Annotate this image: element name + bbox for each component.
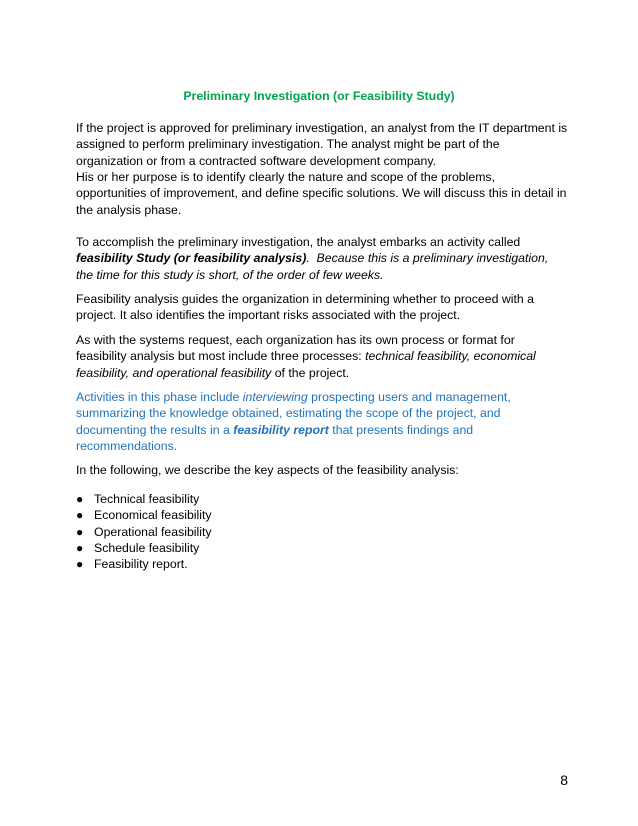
paragraph-6-end: that presents findings and recommendations. bbox=[76, 422, 477, 453]
bullet-icon: ● bbox=[76, 540, 84, 555]
bullet-icon: ● bbox=[76, 492, 84, 506]
section-title: Preliminary Investigation (or Feasibility Study) bbox=[183, 89, 455, 103]
list-item: ● Feasibility report. bbox=[76, 557, 188, 572]
paragraph-2: His or her purpose is to identify clearly the nature and scope of the problems, opportunities of improvement, and define specific solutions. We will discuss this in detail in the analysis phase. bbox=[76, 170, 567, 217]
paragraph-6-middle: prospecting users and management, summarizing the knowledge obtained, estimating the scope of the project, and documenting the results in a bbox=[76, 390, 515, 437]
bullet-icon: ● bbox=[76, 508, 84, 523]
paragraph-7: In the following, we describe the key aspects of the feasibility analysis: bbox=[76, 463, 459, 477]
paragraph-5 bbox=[76, 332, 568, 381]
paragraph-1: If the project is approved for preliminary investigation, an analyst from the IT department is assigned to perform preliminary investigation. The analyst might be part of the organization or from a contracted software development company. bbox=[76, 121, 568, 168]
list-item: ● Technical feasibility bbox=[76, 492, 200, 506]
list-item: ● Economical feasibility bbox=[76, 508, 212, 523]
interviewing-term: interviewing bbox=[242, 390, 308, 404]
feasibility-aspects-list bbox=[76, 491, 556, 572]
list-item: ● Operational feasibility bbox=[76, 524, 212, 539]
paragraph-6 bbox=[76, 389, 568, 454]
paragraph-3 bbox=[76, 234, 568, 283]
paragraph-3-text: To accomplish the preliminary investigation, the analyst embarks an activity called bbox=[76, 235, 524, 249]
paragraph-4: Feasibility analysis guides the organization in determining whether to proceed with a project. It also identifies the important risks associated with the project. bbox=[76, 292, 534, 323]
paragraph-3-italic-text: . Because this is a preliminary investigation, the time for this study is short, of the order of few weeks. bbox=[76, 251, 552, 282]
paragraph-6-text: Activities in this phase include bbox=[76, 390, 243, 404]
paragraph-5-text: As with the systems request, each organization has its own process or format for feasibility analysis but most include three processes: bbox=[76, 333, 519, 364]
bullet-icon: ● bbox=[76, 524, 84, 539]
page-number: 8 bbox=[560, 772, 568, 788]
three-processes-term: technical feasibility, economical feasibility, and operational feasibility bbox=[76, 349, 540, 380]
bullet-icon: ● bbox=[76, 557, 84, 572]
feasibility-report-term: feasibility report bbox=[233, 422, 329, 437]
paragraph-5-end: of the project. bbox=[271, 365, 350, 380]
list-item: ● Schedule feasibility bbox=[76, 540, 200, 555]
feasibility-study-term: feasibility Study (or feasibility analysis) bbox=[76, 251, 307, 266]
